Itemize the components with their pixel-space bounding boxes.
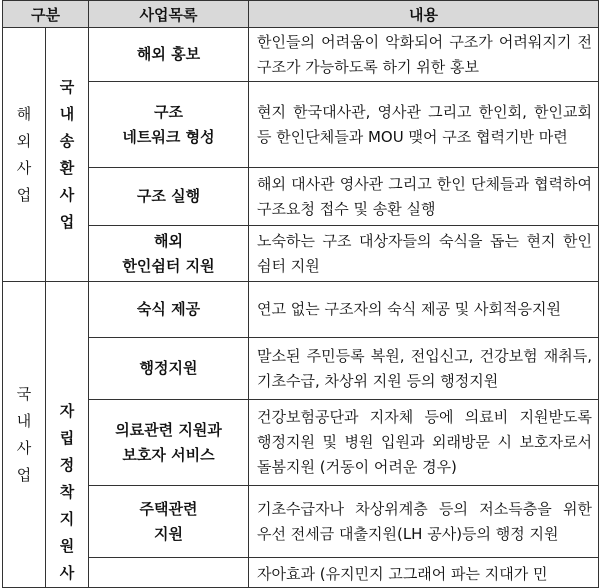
item-label: 숙식 제공 [136, 300, 201, 318]
subsection-char: 환 [59, 158, 75, 177]
subsection-char: 립 [59, 429, 75, 447]
table-row [3, 400, 599, 486]
section-overseas [3, 28, 46, 282]
content-cell: 한인들의 어려움이 악화되어 구조가 어려워지기 전 구조가 가능하도록 하기 위한 홍보 [249, 28, 599, 82]
table-row [3, 282, 599, 338]
subsection-char: 내 [59, 104, 75, 123]
section-char: 사 [16, 158, 32, 177]
item-label: 주택관련 [139, 499, 198, 518]
item-cell [89, 558, 249, 588]
section-char: 사 [16, 438, 32, 457]
subsection-settlement [46, 282, 89, 588]
item-label: 구조 실행 [136, 187, 201, 205]
header-category: 구분 [3, 1, 89, 28]
subsection-char: 사 [59, 185, 75, 204]
item-label: 지원 [154, 524, 183, 543]
subsection-char: 원 [59, 537, 75, 555]
subsection-char: 지 [59, 510, 75, 528]
content-cell: 자아효과 (유지민지 고그래어 파는 지대가 민 [249, 558, 599, 588]
header-row [3, 1, 599, 28]
content-cell: 말소된 주민등록 복원, 전입신고, 건강보험 재취득, 기초수급, 차상위 지원 등의 행정지원 [249, 338, 599, 400]
item-label: 한인쉼터 지원 [122, 256, 215, 275]
item-label: 해외 홍보 [136, 45, 201, 63]
table-row [3, 168, 599, 226]
content-cell: 건강보험공단과 지자체 등에 의료비 지원받도록 행정지원 및 병원 입원과 외래방문 시 보호자로서 돌봄지원 (거동이 어려운 경우) [249, 400, 599, 486]
subsection-char: 송 [59, 131, 75, 150]
section-char: 내 [16, 411, 32, 430]
item-label: 네트워크 형성 [122, 127, 215, 146]
table-row [3, 226, 599, 282]
table-row [3, 558, 599, 588]
item-cell [89, 400, 249, 486]
item-cell [89, 282, 249, 338]
content-cell: 현지 한국대사관, 영사관 그리고 한인회, 한인교회 등 한인단체들과 MOU 맺어 구조 협력기반 마련 [249, 82, 599, 168]
content-cell: 해외 대사관 영사관 그리고 한인 단체들과 협력하여 구조요청 접수 및 송환 실행 [249, 168, 599, 226]
table-row [3, 486, 599, 558]
item-label: 의료관련 지원과 [115, 420, 222, 439]
table-row [3, 338, 599, 400]
header-item: 사업목록 [89, 1, 249, 28]
item-cell [89, 82, 249, 168]
item-cell [89, 338, 249, 400]
section-domestic [3, 282, 46, 588]
section-char: 해 [16, 104, 32, 123]
subsection-char: 사 [59, 564, 75, 582]
business-table [2, 0, 599, 588]
subsection-repatriation [46, 28, 89, 282]
item-label: 행정지원 [139, 359, 198, 377]
content-cell: 기초수급자나 차상위계층 등의 저소득층을 위한 우선 전세금 대출지원(LH 공사)등의 행정 지원 [249, 486, 599, 558]
table-row [3, 28, 599, 82]
content-cell: 연고 없는 구조자의 숙식 제공 및 사회적응지원 [249, 282, 599, 338]
item-cell [89, 486, 249, 558]
item-cell [89, 28, 249, 82]
item-cell [89, 168, 249, 226]
item-label: 구조 [154, 102, 183, 121]
section-char: 업 [16, 185, 32, 204]
table-row [3, 82, 599, 168]
subsection-char: 정 [59, 456, 75, 474]
item-cell [89, 226, 249, 282]
item-label: 보호자 서비스 [122, 445, 215, 464]
subsection-char: 국 [59, 77, 75, 96]
content-cell: 노숙하는 구조 대상자들의 숙식을 돕는 현지 한인 쉼터 지원 [249, 226, 599, 282]
section-char: 외 [16, 131, 32, 150]
header-content: 내용 [249, 1, 599, 28]
item-label: 해외 [154, 231, 183, 250]
section-char: 업 [16, 465, 32, 484]
subsection-char: 업 [59, 212, 75, 231]
section-char: 국 [16, 384, 32, 403]
subsection-char: 자 [59, 402, 75, 420]
subsection-char: 착 [59, 483, 75, 501]
